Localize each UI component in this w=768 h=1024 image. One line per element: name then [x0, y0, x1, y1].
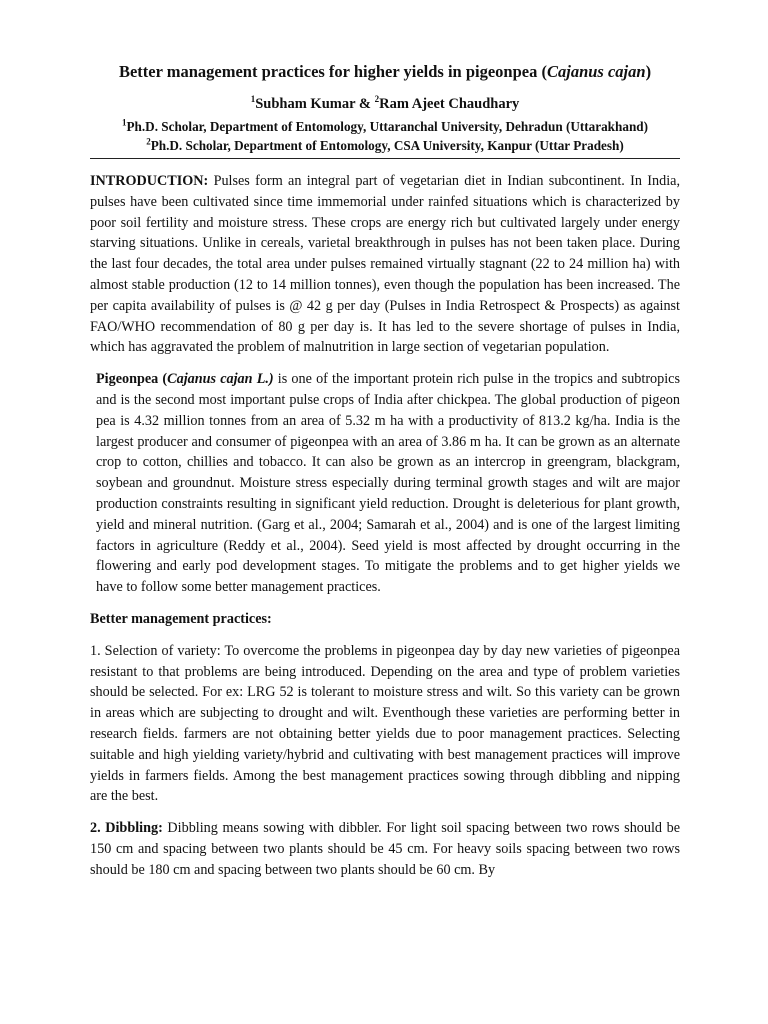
author-2: Ram Ajeet Chaudhary [379, 96, 520, 112]
dibbling-paragraph: 2. Dibbling: Dibbling means sowing with dibbler. For light soil spacing between two rows should be 150 cm and spacing between two plants should be 45 cm. For heavy soils spacing between two rows should be 180 cm and spacing between two plants should be 60 cm. By [90, 820, 681, 878]
document-page [90, 62, 680, 892]
selection-paragraph: 1. Selection of variety: To overcome the problems in pigeonpea day by day new varieties of pigeonpea resistant to that problems are being introduced. Depending on the area and type of problem varieties should be selected. For ex: LRG 52 is tolerant to moisture stress and wilt. So this variety can be grown in areas which are subjecting to drought and wilt. Eventhough these varieties are performing better in research fields. farmers are not obtaining better yields due to poor management practices. Selecting suitable and high yielding variety/hybrid and cultivating with best management practices will improve yields in farmers fields. Among the best management practices sowing through dibbling and nipping are the best. [90, 642, 680, 805]
introduction-label: INTRODUCTION: [90, 173, 209, 189]
author-1: Subham Kumar & [255, 96, 375, 112]
authors-line: $^1$Subham Kumar & $^2$Ram Ajeet Chaudhary [250, 94, 520, 112]
bmp-heading: Better management practices: [90, 610, 272, 627]
pigeonpea-label: Pigeonpea (Cajanus cajan L.) [96, 371, 274, 388]
affiliation-1: $^1$Ph.D. Scholar, Department of Entomology, Uttaranchal University, Dehradun (Uttarakhand) [121, 117, 649, 134]
title-species: Cajanus cajan [546, 62, 646, 81]
header-divider [90, 158, 680, 159]
document-title: Better management practices for higher yields in pigeonpea (Cajanus cajan) [118, 62, 652, 81]
pigeonpea-paragraph: Pigeonpea (Cajanus cajan L.) is one of the important protein rich pulse in the tropics and subtropics and is the second most important pulse crops of India after chickpea. The global production of pigeon pea is 4.32 million tonnes from an area of 5.32 m ha with a productivity of 813.2 kg/ha. India is the largest producer and consumer of pigeonpea with an area of 3.86 m ha. It can be grown as an alternate crop to cotton, chillies and tobacco. It can also be grown as an intercrop in greengram, blackgram, soybean and groundnut. Moisture stress especially during terminal growth stages and wilt are major production constraints resulting in significant yield reduction. Drought is deleterious for plant growth, yield and mineral nutrition. (Garg et al., 2004; Samarah et al., 2004) and is one of the largest limiting factors in agriculture (Reddy et al., 2004). Seed yield is most affected by drought occurring in the flowering and early pod development stages. To mitigate the problems and to get higher yields we have to follow some better management practices. [96, 371, 680, 596]
affiliation-2: $^2$Ph.D. Scholar, Department of Entomology, CSA University, Kanpur (Uttar Pradesh) [146, 136, 624, 153]
introduction-paragraph: INTRODUCTION: Pulses form an integral part of vegetarian diet in Indian subcontinent. In India, pulses have been cultivated since time immemorial under rainfed situations which is characterized by poor soil fertility and moisture stress. These crops are energy rich but cultivated largely under energy starving situations. Unlike in cereals, varietal breakthrough in pulses has not been taken place. During the last four decades, the total area under pulses remained virtually stagnant (22 to 24 million ha) with almost stable production (12 to 14 million tonnes), even though the population has been increased. The per capita availability of pulses is @ 42 g per day (Pulses in India Retrospect & Prospects) as against FAO/WHO recommendation of 80 g per day is. It has led to the severe shortage of pulses in India, which has aggravated the problem of malnutrition in large section of vegetarian population. [90, 173, 680, 356]
dibbling-label: 2. Dibbling: [90, 820, 163, 837]
